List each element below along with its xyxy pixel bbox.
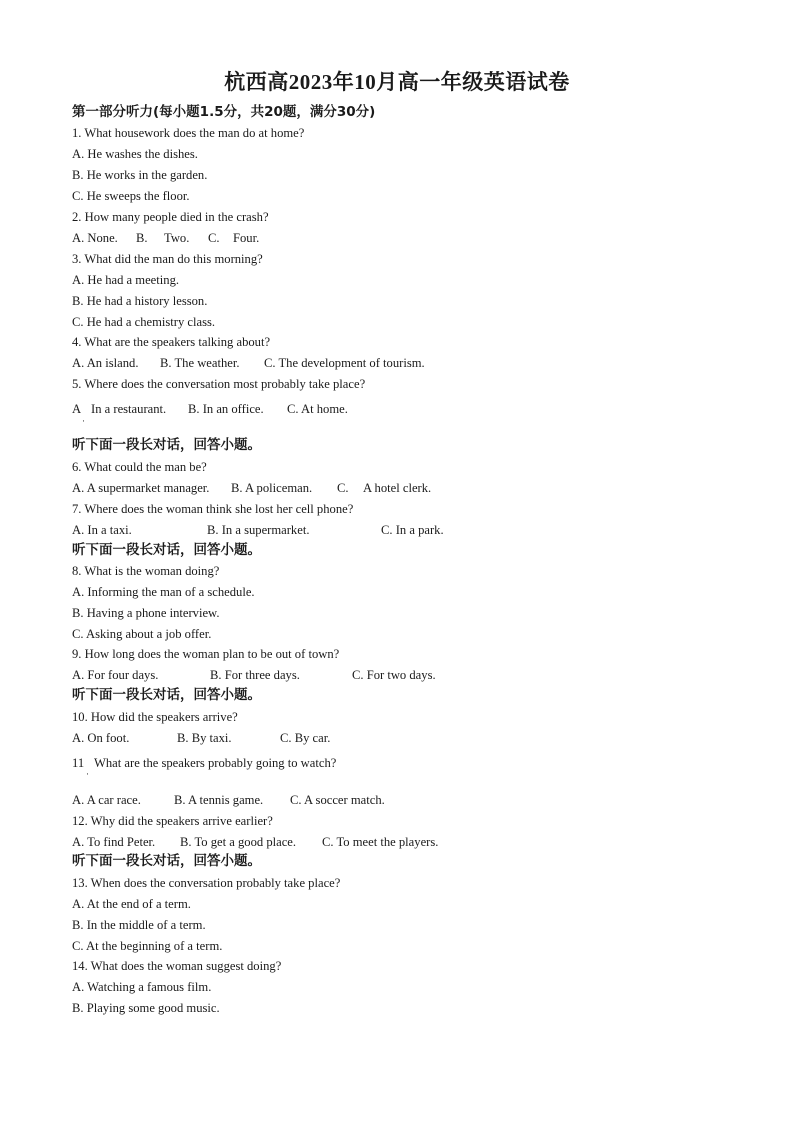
q12-option-b: B. To get a good place. — [180, 835, 297, 849]
long-dialog-heading-1: 听下面一段长对话，回答小题。 — [72, 437, 261, 453]
q4-option-c: C. The development of tourism. — [264, 356, 425, 370]
q10-option-b: B. By taxi. — [177, 731, 232, 745]
q3-option-a: A. He had a meeting. — [72, 273, 180, 287]
long-dialog-heading-2: 听下面一段长对话，回答小题。 — [72, 542, 261, 558]
q12-option-c: C. To meet the players. — [322, 835, 439, 849]
q12-option-a: A. To find Peter. — [72, 835, 156, 849]
stray-dot-mark: · — [82, 416, 85, 426]
q8-option-c: C. Asking about a job offer. — [72, 627, 212, 641]
q7-option-c: C. In a park. — [381, 523, 444, 537]
q5-option-a-letter: A — [72, 402, 82, 416]
q13-option-c: C. At the beginning of a term. — [72, 939, 223, 953]
stray-dot-mark-2: · — [86, 769, 89, 779]
question-5: 5. Where does the conversation most probably take place? — [72, 377, 366, 391]
question-8: 8. What is the woman doing? — [72, 564, 220, 578]
q4-option-b: B. The weather. — [160, 356, 240, 370]
q2-option-c-text: Four. — [233, 231, 260, 245]
q9-option-a: A. For four days. — [72, 668, 159, 682]
q2-option-a: A. None. — [72, 231, 118, 245]
q5-option-b: B. In an office. — [188, 402, 264, 416]
exam-title: 杭西高2023年10月高一年级英语试卷 — [224, 70, 570, 94]
q2-option-b-letter: B. — [136, 231, 148, 245]
long-dialog-heading-3: 听下面一段长对话，回答小题。 — [72, 687, 261, 703]
question-10: 10. How did the speakers arrive? — [72, 710, 238, 724]
q11-text: What are the speakers probably going to watch? — [94, 756, 337, 770]
question-12: 12. Why did the speakers arrive earlier? — [72, 814, 273, 828]
q11-number: 11 — [72, 756, 85, 770]
q5-option-c: C. At home. — [287, 402, 348, 416]
q7-option-b: B. In a supermarket. — [207, 523, 310, 537]
q10-option-a: A. On foot. — [72, 731, 130, 745]
q14-option-a: A. Watching a famous film. — [72, 980, 212, 994]
q1-option-a: A. He washes the dishes. — [72, 147, 198, 161]
q3-option-b: B. He had a history lesson. — [72, 294, 208, 308]
q8-option-a: A. Informing the man of a schedule. — [72, 585, 255, 599]
q6-option-b: B. A policeman. — [231, 481, 313, 495]
q8-option-b: B. Having a phone interview. — [72, 606, 220, 620]
q11-option-a: A. A car race. — [72, 793, 141, 807]
q3-option-c: C. He had a chemistry class. — [72, 315, 216, 329]
q11-option-b: B. A tennis game. — [174, 793, 264, 807]
q6-option-c-letter: C. — [337, 481, 349, 495]
q2-option-c-letter: C. — [208, 231, 220, 245]
q1-option-b: B. He works in the garden. — [72, 168, 208, 182]
q9-option-b: B. For three days. — [210, 668, 300, 682]
question-14: 14. What does the woman suggest doing? — [72, 959, 282, 973]
long-dialog-heading-4: 听下面一段长对话，回答小题。 — [72, 853, 261, 869]
question-9: 9. How long does the woman plan to be out of town? — [72, 647, 340, 661]
q10-option-c: C. By car. — [280, 731, 331, 745]
question-7: 7. Where does the woman think she lost her cell phone? — [72, 502, 354, 516]
question-13: 13. When does the conversation probably take place? — [72, 876, 341, 890]
question-1: 1. What housework does the man do at home? — [72, 126, 305, 140]
q6-option-a: A. A supermarket manager. — [72, 481, 210, 495]
q11-option-c: C. A soccer match. — [290, 793, 385, 807]
question-2: 2. How many people died in the crash? — [72, 210, 269, 224]
q1-option-c: C. He sweeps the floor. — [72, 189, 190, 203]
q5-option-a-text: In a restaurant. — [91, 402, 167, 416]
q9-option-c: C. For two days. — [352, 668, 436, 682]
q13-option-b: B. In the middle of a term. — [72, 918, 206, 932]
question-4: 4. What are the speakers talking about? — [72, 335, 271, 349]
question-6: 6. What could the man be? — [72, 460, 207, 474]
q4-option-a: A. An island. — [72, 356, 139, 370]
question-3: 3. What did the man do this morning? — [72, 252, 263, 266]
section-heading: 第一部分听力(每小题1.5分，共20题，满分30分) — [72, 104, 376, 120]
q7-option-a: A. In a taxi. — [72, 523, 132, 537]
q14-option-b: B. Playing some good music. — [72, 1001, 220, 1015]
q6-option-c-text: A hotel clerk. — [363, 481, 432, 495]
q2-option-b-text: Two. — [164, 231, 190, 245]
q13-option-a: A. At the end of a term. — [72, 897, 191, 911]
